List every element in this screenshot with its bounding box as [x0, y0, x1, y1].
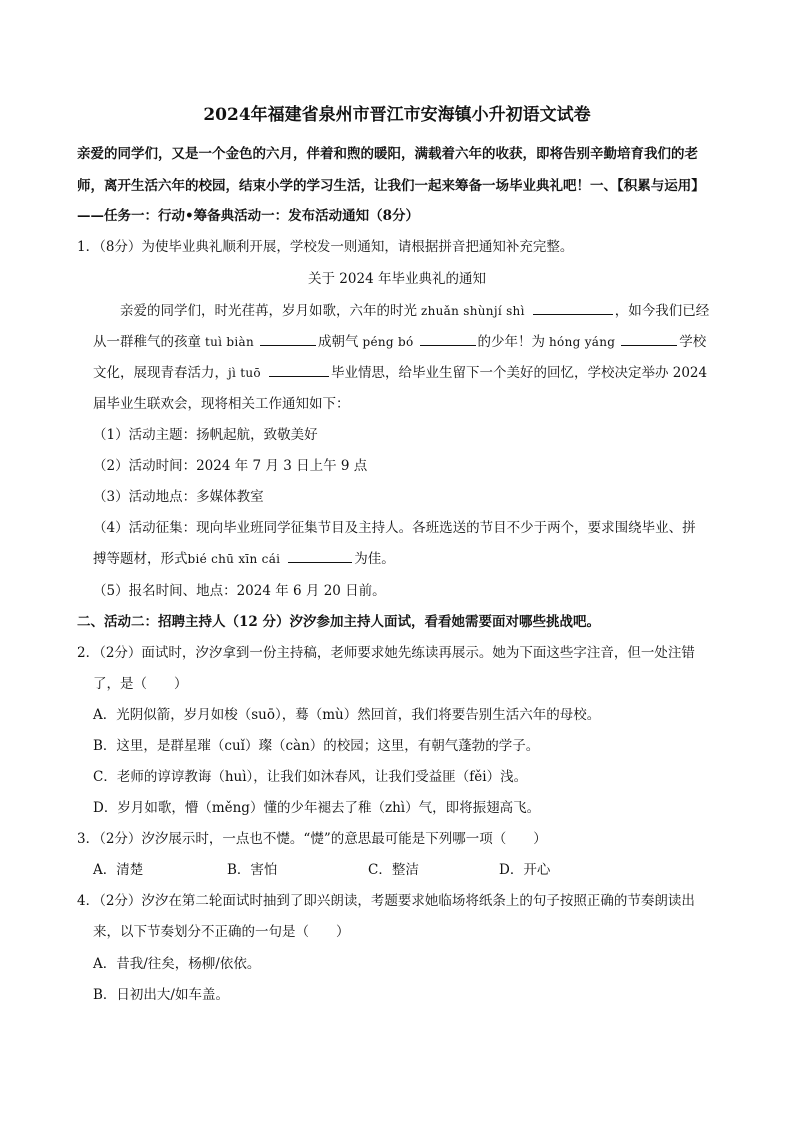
notice-item-4-continued: [93, 550, 395, 568]
notice-title: 关于 2024 年毕业典礼的通知: [308, 271, 486, 287]
text-segment: ，如今我们已经: [614, 303, 710, 319]
answer-blank[interactable]: [420, 333, 476, 346]
q4-option-b[interactable]: B．日初出大/如车盖。: [93, 987, 229, 1003]
q4-stem-continued: 来，以下节奏划分不正确的一句是（ ）: [93, 924, 350, 940]
page-title: 2024年福建省泉州市晋江市安海镇小升初语文试卷: [203, 105, 591, 125]
notice-paragraph-line-4: 届毕业生联欢会，现将相关工作通知如下：: [93, 396, 350, 412]
answer-blank[interactable]: [269, 364, 329, 377]
q1-stem: 1．（8分）为使毕业典礼顺利开展，学校发一则通知，请根据拼音把通知补充完整。: [77, 239, 574, 255]
q4-option-a[interactable]: A．昔我/往矣，杨柳/依依。: [93, 956, 261, 972]
text-segment: 学校: [679, 334, 707, 350]
notice-paragraph-line-2: [93, 333, 706, 351]
q2-option-d[interactable]: D．岁月如歌，懵（měng）懂的少年褪去了稚（zhì）气，即将振翅高飞。: [93, 800, 541, 816]
notice-paragraph-line-3: [93, 364, 707, 382]
text-segment: 毕业情思，给毕业生留下一个美好的回忆，学校决定举办 2024: [330, 365, 708, 381]
notice-item-1: （1）活动主题：扬帆起航，致敬美好: [93, 427, 318, 443]
text-segment: 文化，展现青春活力，: [93, 365, 228, 381]
pinyin-hint: tuì biàn: [205, 335, 255, 349]
q3-option-c[interactable]: C．整洁: [368, 862, 419, 878]
answer-blank[interactable]: [288, 550, 352, 563]
pinyin-hint: zhuǎn shùnjí shì: [421, 304, 525, 318]
q4-stem: 4．（2分）汐汐在第二轮面试时抽到了即兴朗读，考题要求她临场将纸条上的句子按照正确的节奏朗读出: [77, 893, 695, 909]
q2-stem: 2．（2分）面试时，汐汐拿到一份主持稿，老师要求她先练读再展示。她为下面这些字注音，但一处注错: [77, 645, 695, 661]
intro-line-1: 亲爱的同学们，又是一个金色的六月，伴着和煦的暖阳，满载着六年的收获，即将告别辛勤培育我们的老: [77, 146, 698, 162]
q2-option-a[interactable]: A．光阴似箭，岁月如梭（suō），蓦（mù）然回首，我们将要告别生活六年的母校。: [93, 707, 601, 723]
q3-option-b[interactable]: B．害怕: [227, 862, 278, 878]
notice-item-3: （3）活动地点：多媒体教室: [93, 489, 264, 505]
text-segment: 亲爱的同学们，时光荏苒，岁月如歌，六年的时光: [120, 303, 417, 319]
notice-paragraph-line-1: [120, 302, 709, 320]
q3-option-a[interactable]: A．清楚: [93, 862, 144, 878]
text-segment: 的少年！为: [477, 334, 546, 350]
section-2-heading: 二、活动二：招聘主持人（12 分）汐汐参加主持人面试，看看她需要面对哪些挑战吧。: [77, 614, 600, 630]
pinyin-hint: bié chū xīn cái: [187, 552, 281, 566]
q2-option-b[interactable]: B．这里，是群星璀（cuǐ）璨（càn）的校园；这里，有朝气蓬勃的学子。: [93, 738, 540, 754]
pinyin-hint: hóng yáng: [549, 335, 616, 349]
q3-stem: 3．（2分）汐汐展示时，一点也不憷。“憷”的意思最可能是下列哪一项（ ）: [77, 831, 547, 847]
pinyin-hint: jì tuō: [228, 366, 261, 380]
text-segment: 成朝气: [318, 334, 359, 350]
intro-line-3: ——任务一：行动•筹备典活动一：发布活动通知（8分）: [77, 208, 420, 224]
text-segment: 搏等题材，形式: [93, 551, 188, 567]
answer-blank[interactable]: [621, 333, 677, 346]
pinyin-hint: péng bó: [362, 335, 414, 349]
q2-option-c[interactable]: C．老师的谆谆教诲（huì），让我们如沐春风，让我们受益匪（fěi）浅。: [93, 769, 528, 785]
intro-line-2: 师，离开生活六年的校园，结束小学的学习生活，让我们一起来筹备一场毕业典礼吧！一、【积累与运用】: [77, 178, 705, 194]
text-segment: 从一群稚气的孩童: [93, 334, 201, 350]
notice-item-2: （2）活动时间：2024 年 7 月 3 日上午 9 点: [93, 458, 368, 474]
q3-options: [93, 861, 550, 879]
notice-item-4: （4）活动征集：现向毕业班同学征集节目及主持人。各班选送的节目不少于两个，要求围绕毕业、拼: [93, 520, 696, 536]
answer-blank[interactable]: [533, 302, 613, 315]
q2-stem-continued: 了，是（ ）: [93, 676, 188, 692]
q3-option-d[interactable]: D．开心: [499, 862, 551, 878]
text-segment: 为佳。: [354, 551, 395, 567]
notice-item-5: （5）报名时间、地点：2024 年 6 月 20 日前。: [93, 583, 386, 599]
answer-blank[interactable]: [260, 333, 316, 346]
